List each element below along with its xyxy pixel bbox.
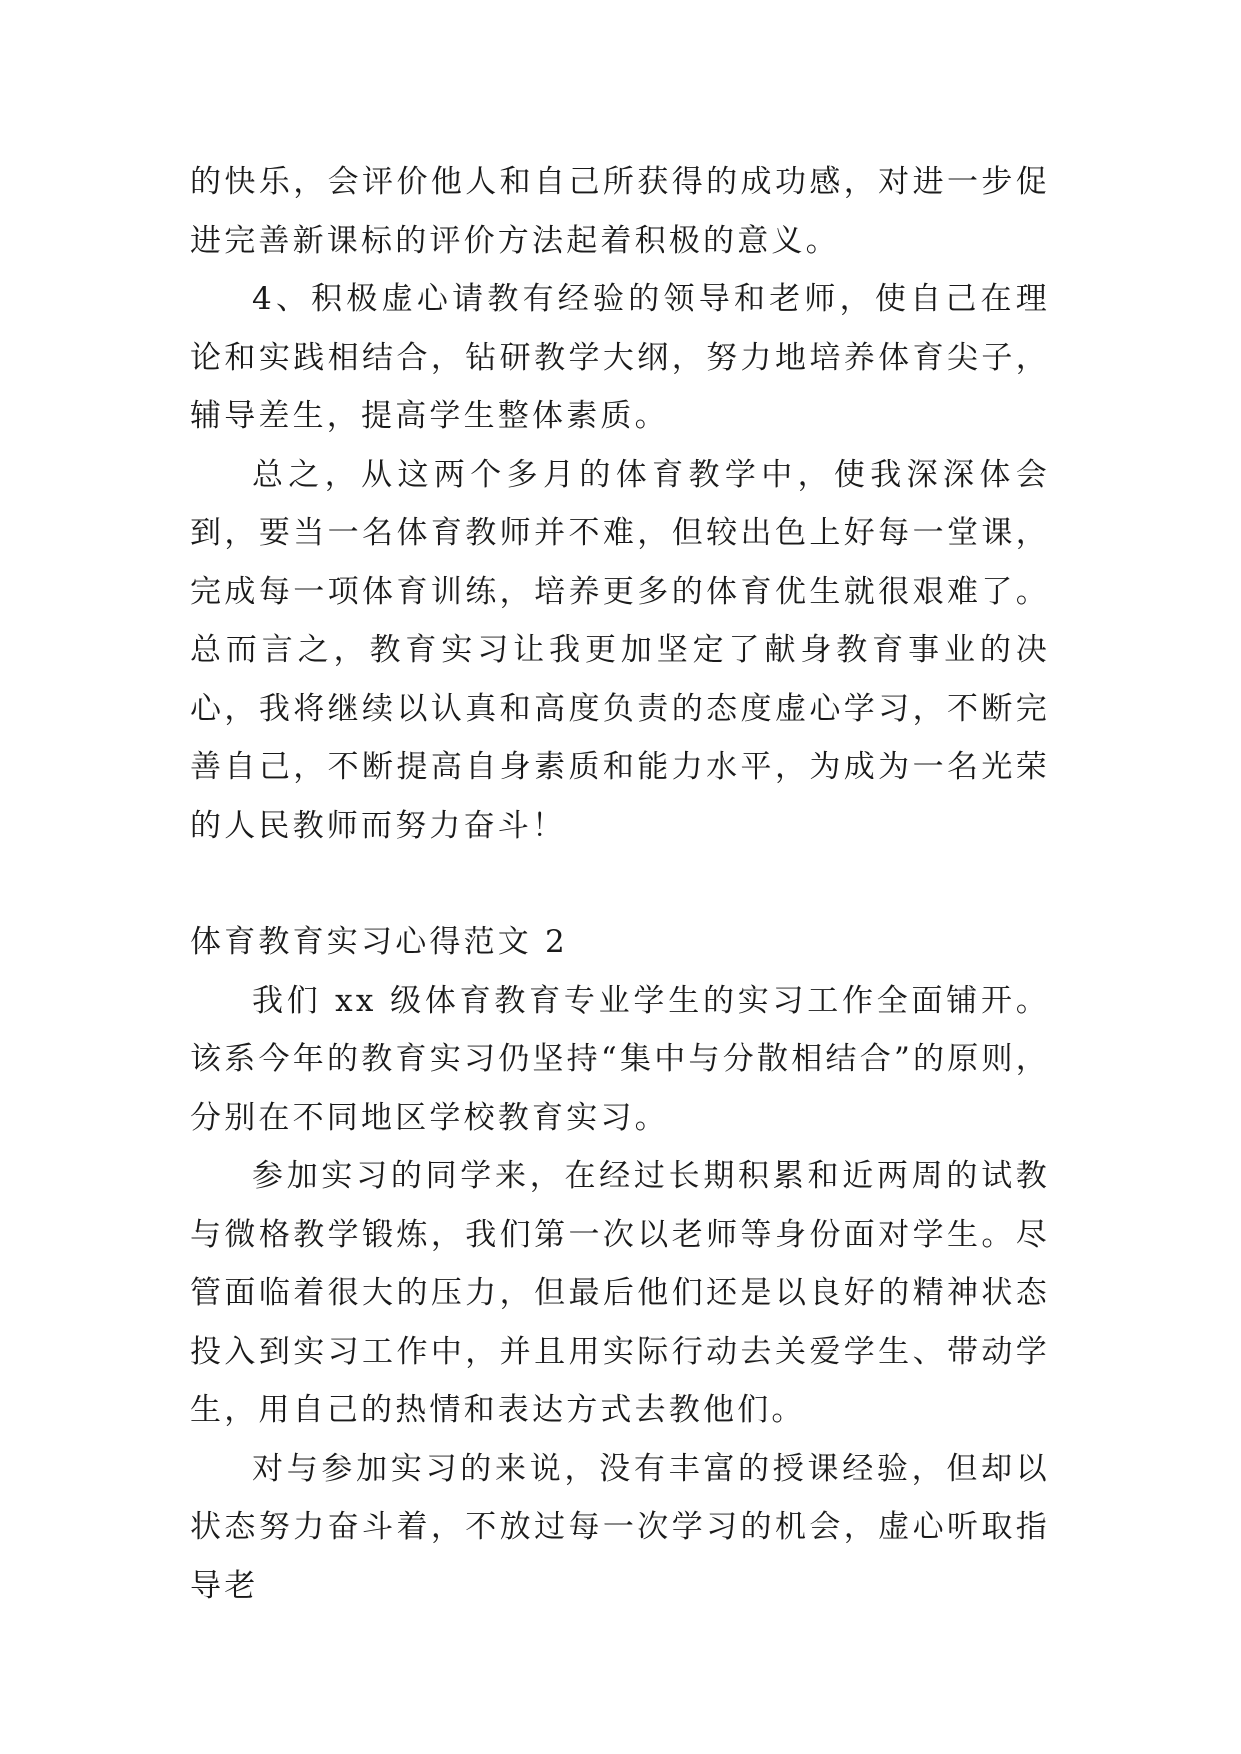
paragraph-conclusion: 总之，从这两个多月的体育教学中，使我深深体会到，要当一名体育教师并不难，但较出色上好每一堂课，完成每一项体育训练，培养更多的体育优生就很艰难了。总而言之，教育实习让我更加坚定了献身教育事业的决心，我将继续以认真和高度负责的态度虚心学习，不断完善自己，不断提高自身素质和能力水平，为成为一名光荣的人民教师而努力奋斗！ (190, 456, 1050, 844)
paragraph-practice: 参加实习的同学来，在经过长期积累和近两周的试教与微格教学锻炼，我们第一次以老师等身份面对学生。尽管面临着很大的压力，但最后他们还是以良好的精神状态投入到实习工作中，并且用实际行动去关爱学生、带动学生，用自己的热情和表达方式去教他们。 (190, 1158, 1050, 1428)
paragraph-item-4: 4、积极虚心请教有经验的领导和老师，使自己在理论和实践相结合，钻研教学大纲，努力地培养体育尖子，辅导差生，提高学生整体素质。 (190, 281, 1050, 434)
paragraph-continuation: 的快乐，会评价他人和自己所获得的成功感，对进一步促进完善新课标的评价方法起着积极的意义。 (190, 164, 1050, 259)
section-spacer (190, 855, 1050, 913)
document-body (190, 153, 1050, 1615)
paragraph-intro: 我们 xx 级体育教育专业学生的实习工作全面铺开。该系今年的教育实习仍坚持“集中与分散相结合”的原则，分别在不同地区学校教育实习。 (190, 982, 1050, 1136)
section-heading: 体育教育实习心得范文 2 (190, 924, 568, 960)
paragraph-experience: 对与参加实习的来说，没有丰富的授课经验，但却以状态努力奋斗着，不放过每一次学习的机会，虚心听取指导老 (190, 1450, 1050, 1604)
